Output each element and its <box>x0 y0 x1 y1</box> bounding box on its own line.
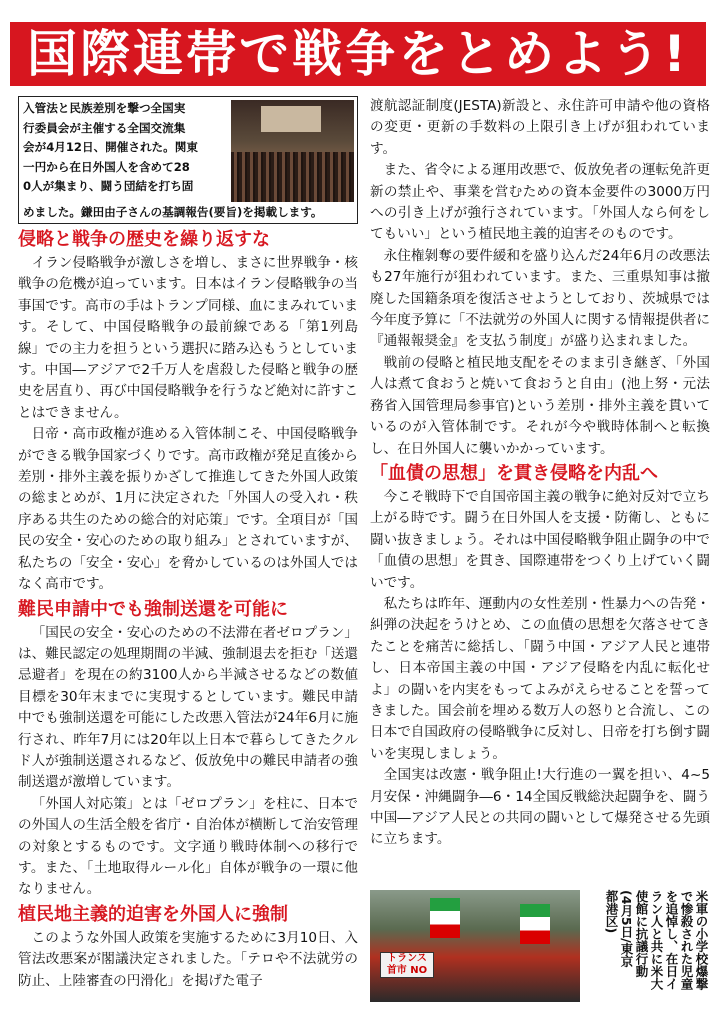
meeting-photo <box>231 100 354 202</box>
paragraph: 「外国人対応策」とは「ゼロプラン」を柱に、日本での外国人の生活全般を省庁・自治体が横断して治安管理の対象とするものです。文字通り戦時体制への移行です。また、「土地取得ルール化」自体が戦争の一環に他なりません。 <box>18 795 358 898</box>
paragraph: 戦前の侵略と植民地支配をそのまま引き継ぎ、「外国人は煮て食おうと焼いて食おうと自由」(池上努・元法務省入国管理局参事官)という差別・排外主義を貫いているのが入管体制です。それが今や戦時体制へと転換し、在日外国人に襲いかかっています。 <box>370 354 710 457</box>
section-heading: 「血債の思想」を貫き侵略を内乱へ <box>370 462 658 484</box>
caption-line: (4月5日/東京 <box>619 890 634 968</box>
stage-screen <box>261 106 321 132</box>
iran-flag-icon <box>520 904 550 944</box>
iran-flag-icon <box>430 898 460 938</box>
paragraph: 渡航認証制度(JESTA)新設と、永住許可申請や他の資格の変更・更新の手数料の上限引き上げが狙われています。 <box>370 98 710 157</box>
left-column <box>18 96 358 992</box>
section-heading: 難民申請中でも強制送還を可能に <box>18 598 288 620</box>
intro-line: 会が4月12日、開催された。関東 <box>23 140 198 155</box>
paragraph: 「国民の安全・安心のための不法滞在者ゼロプラン」は、難民認定の処理期間の半減、強制退去を拒む「送還忌避者」を現在の約3100人から半減させるなどの数値目標を30年末までに実現するとしています。難民申請中でも強制送還を可能にした改悪入管法が24年6月に施行され、昨年7月には20年以上日本で暮らしてきたクルド人が強制送還されるなど、仮放免中の難民申請者の強制送還が激増しています。 <box>18 624 358 791</box>
protest-sign: トランス 首市 NO <box>380 952 434 978</box>
paragraph: 日帝・高市政権が進める入管体制こそ、中国侵略戦争ができる戦争国家づくりです。高市政権が発足直後から差別・排外主義を振りかざして推進してきた外国人政策の総まとめが、1月に決定された「外国人の受入れ・秩序ある共生のための総合的対応策」です。全項目が「国民の安全・安心のための取り組み」とされていますが、私たちの「安全・安心」を脅かしているのは外国人ではなく高市です。 <box>18 426 358 593</box>
paragraph: イラン侵略戦争が激しさを増し、まさに世界戦争・核戦争の危機が迫っています。日本はイラン侵略戦争の当事国です。高市の手はトランプ同様、血にまみれています。そして、中国侵略戦争の最前線である「第1列島線」での主力を担うという選択に踏み込もうとしています。中国―アジアで2千万人を虐殺した侵略と戦争の歴史を居直り、再び中国侵略戦争を行うなど絶対に許すことはできません。 <box>18 255 358 421</box>
protest-photo <box>370 890 580 1002</box>
intro-line: 入管法と民族差別を撃つ全国実 <box>23 101 186 115</box>
caption-line: 都港区) <box>604 890 619 934</box>
intro-line: 一円から在日外国人を含めて28 <box>23 159 190 174</box>
paragraph: また、省令による運用改悪で、仮放免者の運転免許更新の禁止や、事業を営むための資本金要件の3000万円への引き上げが強行されています。「外国人なら何をしてもいい」という植民地主義的迫害そのものです。 <box>370 162 710 243</box>
paragraph: 今こそ戦時下で自国帝国主義の戦争に絶対反対で立ち上がる時です。闘う在日外国人を支援・防衛し、ともに闘い抜きましょう。それは中国侵略戦争阻止闘争の中で「血債の思想」を貫き、国際連帯をつくり上げていく闘いです。 <box>370 488 710 591</box>
audience <box>231 152 354 202</box>
intro-line: 0人が集まり、闘う団結を打ち固 <box>23 179 194 194</box>
caption-line: ラン人と共に米大 <box>649 890 664 990</box>
headline: 国際連帯で戦争をとめよう! <box>10 22 706 86</box>
section-heading: 侵略と戦争の歴史を繰り返すな <box>18 229 270 250</box>
paragraph: 全国実は改憲・戦争阻止!大行進の一翼を担い、4~5月安保・沖縄闘争―6・14全国反戦総決起闘争を、闘う中国―アジア人民との共同の闘いとして爆発させる先頭に立ちます。 <box>370 767 710 848</box>
section-heading: 植民地主義的迫害を外国人に強制 <box>18 903 288 925</box>
intro-text <box>23 99 228 197</box>
caption-line: 使館に抗議行動 <box>634 890 649 978</box>
photo-caption <box>588 890 708 1002</box>
right-column <box>370 96 710 851</box>
caption-line: 米軍の小学校爆撃 <box>694 890 709 990</box>
intro-box <box>18 96 358 224</box>
intro-line: 行委員会が主催する全国交流集 <box>23 120 186 135</box>
caption-line: を追悼し、在日イ <box>664 890 679 990</box>
paragraph: このような外国人政策を実施するために3月10日、入管法改悪案が閣議決定されました。「テロや不法就労の防止、上陸審査の円滑化」を掲げた電子 <box>18 929 358 989</box>
paragraph: 永住権剝奪の要件緩和を盛り込んだ24年6月の改悪法も27年施行が狙われています。また、三重県知事は撤廃した国籍条項を復活させようとしており、茨城県では今年度予算に「不法就労の外国人に関する情報提供者に『通報報奨金』を支払う制度」が盛り込まれました。 <box>370 247 710 350</box>
intro-tail: めました。鎌田由子さんの基調報告(要旨)を掲載します。 <box>23 205 323 219</box>
caption-line: で惨殺された児童 <box>679 890 694 990</box>
paragraph: 私たちは昨年、運動内の女性差別・性暴力への告発・糾弾の決起をうけとめ、この血債の思想を欠落させてきたことを痛苦に総括し、「闘う中国・アジア人民と連帯し、日本帝国主義の中国・アジア侵略を内乱に転化せよ」の闘いを内実をもってよみがえらせることを誓ってきました。国会前を埋める数万人の怒りと合流し、この日本で自国政府の侵略戦争に反対し、日帝を打ち倒す闘いを実現しましょう。 <box>370 595 710 762</box>
